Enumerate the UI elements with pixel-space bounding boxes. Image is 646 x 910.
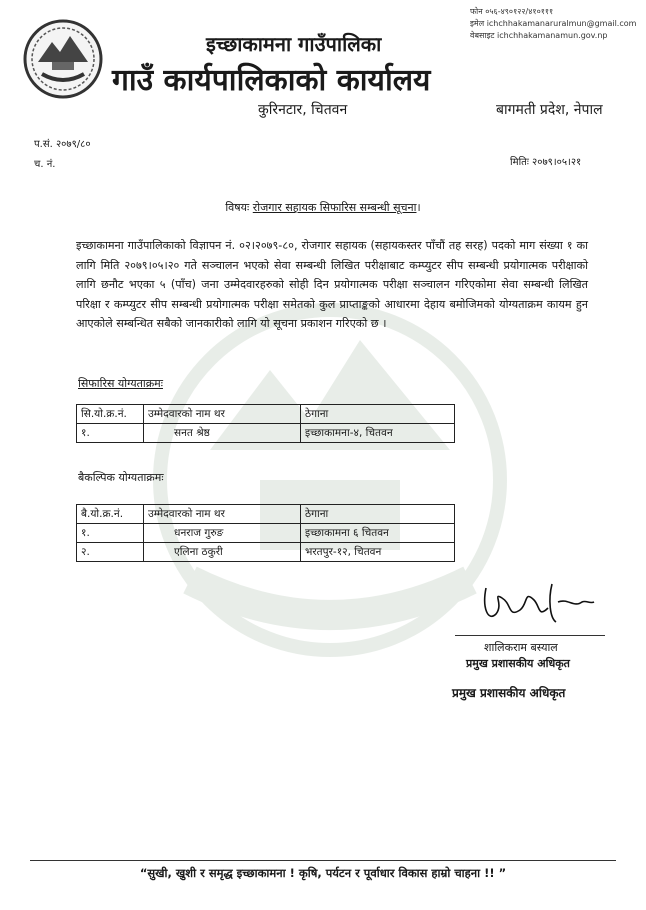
signature-line	[455, 635, 605, 636]
recommended-table	[76, 404, 455, 443]
table-row	[77, 424, 455, 443]
signatory-stamp: प्रमुख प्रशासकीय अधिकृत	[466, 657, 570, 670]
table-header-row	[77, 405, 455, 424]
header-serial: सि.यो.क्र.नं.	[77, 405, 144, 424]
website-label: वेबसाइट	[470, 31, 495, 40]
signatory-name: शालिकराम बस्याल	[484, 641, 558, 654]
website-value: ichchhakamanamun.gov.np	[497, 31, 608, 40]
table-row	[77, 524, 455, 543]
alternate-label: बैकल्पिक योग्यताक्रमः	[78, 471, 164, 484]
nepal-emblem-icon	[22, 18, 104, 100]
email-label: इमेल	[470, 19, 485, 28]
subject-prefix: विषयः	[225, 201, 250, 214]
recommended-label: सिफारिस योग्यताक्रमः	[78, 377, 163, 390]
cell-name: एलिना ठकुरी	[144, 543, 301, 562]
header-candidate-name: उम्मेदवारको नाम थर	[144, 505, 301, 524]
cell-name: सनत श्रेष्ठ	[144, 424, 301, 443]
header-address: ठेगाना	[301, 505, 455, 524]
handwritten-signature	[478, 578, 598, 628]
cell-serial: २.	[77, 543, 144, 562]
table-header-row	[77, 505, 455, 524]
dispatch-number: च. नं.	[34, 159, 56, 170]
header-serial: बै.यो.क्र.नं.	[77, 505, 144, 524]
cell-serial: १.	[77, 424, 144, 443]
cell-address: इच्छाकामना ६ चितवन	[301, 524, 455, 543]
header-website	[470, 30, 607, 41]
reference-number: प.सं. २०७९/८०	[34, 139, 91, 150]
header-email	[470, 18, 636, 29]
cell-name: धनराज गुरुङ	[144, 524, 301, 543]
header-address: ठेगाना	[301, 405, 455, 424]
header-phone: फोन ०५६-४९०१२२/४१०१११	[470, 7, 554, 16]
table-row	[77, 543, 455, 562]
email-value: ichchhakamanaruralmun@gmail.com	[486, 19, 637, 28]
subject-suffix: ।	[416, 201, 421, 214]
footer-slogan: “सुखी, खुशी र समृद्ध इच्छाकामना ! कृषि, पर्यटन र पूर्वाधार विकास हाम्रो चाहना !! ”	[139, 866, 507, 880]
province-name: बागमती प्रदेश, नेपाल	[496, 102, 603, 118]
cell-address: भरतपुर-१२, चितवन	[301, 543, 455, 562]
cell-serial: १.	[77, 524, 144, 543]
notice-body: इच्छाकामना गाउँपालिकाको विज्ञापन नं. ०२।२०७९-८०, रोजगार सहायक (सहायकस्तर पाँचौं तह सरह) पदको माग संख्या १ का लागि मिति २०७९।०५।२० गते सञ्चालन भएको सेवा सम्बन्धी लिखित परीक्षाबाट कम्प्युटर सीप सम्बन्धी प्रयोगात्मक परीक्षाको लागि छनौट भएका ५ (पाँच) जना उम्मेदवारहरुको सोही दिन प्रयोगात्मक परीक्षा सञ्चालन गरिएकोमा सेवा सम्बन्धी लिखित परिक्षा र कम्प्युटर सीप सम्बन्धी प्रयोगात्मक परीक्षा समेतको कुल प्राप्ताङ्कको आधारमा देहाय बमोजिमको योग्यताक्रम कायम हुन आएकोले सम्बन्धित सबैको जानकारीको लागि यो सूचना प्रकाशन गरिएको छ ।	[76, 239, 588, 330]
office-name: गाउँ कार्यपालिकाको कार्यालय	[112, 63, 431, 98]
alternate-table	[76, 504, 455, 562]
subject-text: रोजगार सहायक सिफारिस सम्बन्धी सूचना	[252, 201, 417, 214]
signatory-title: प्रमुख प्रशासकीय अधिकृत	[452, 686, 566, 700]
office-address: कुरिनटार, चितवन	[258, 102, 348, 118]
subject-line	[0, 200, 646, 215]
notice-date: मितिः २०७९।०५।२१	[510, 157, 582, 168]
footer-divider	[30, 860, 616, 861]
header-candidate-name: उम्मेदवारको नाम थर	[144, 405, 301, 424]
signature-text-hidden: Bhawan Ram	[538, 620, 585, 628]
cell-address: इच्छाकामना-४, चितवन	[301, 424, 455, 443]
municipality-name: इच्छाकामना गाउँपालिका	[206, 32, 382, 56]
